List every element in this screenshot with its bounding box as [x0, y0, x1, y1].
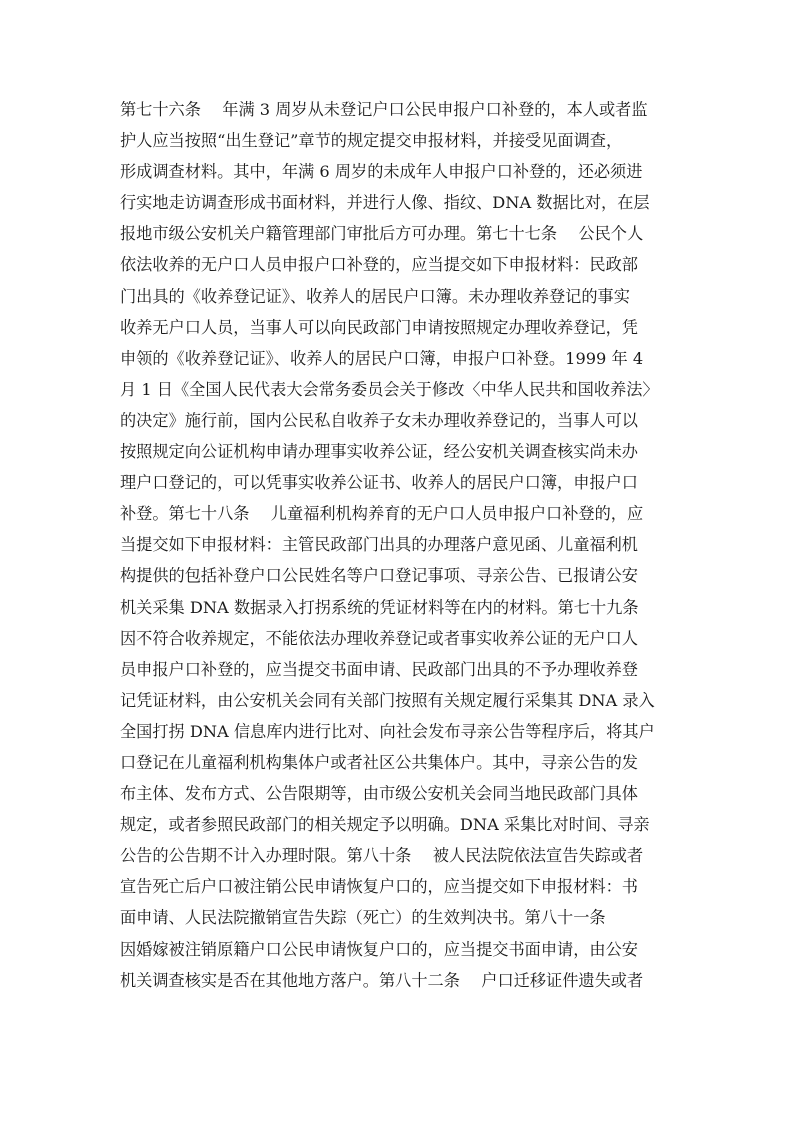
text-line: 护人应当按照“出生登记”章节的规定提交申报材料，并接受见面调查，	[120, 131, 623, 151]
text-line: 机关调查核实是否在其他地方落户。第八十二条 户口迁移证件遗失或者	[120, 970, 644, 990]
text-line: 依法收养的无户口人员申报户口补登的，应当提交如下申报材料：民政部	[120, 255, 638, 275]
text-line: 面申请、人民法院撤销宣告失踪（死亡）的生效判决书。第八十一条	[120, 908, 606, 928]
text-line: 记凭证材料，由公安机关会同有关部门按照有关规定履行采集其 DNA 录入	[120, 690, 655, 710]
text-line: 布主体、发布方式、公告限期等，由市级公安机关会同当地民政部门具体	[120, 784, 638, 804]
text-line: 因婚嫁被注销原籍户口公民申请恢复户口的，应当提交书面申请，由公安	[120, 939, 638, 959]
text-line: 宣告死亡后户口被注销公民申请恢复户口的，应当提交如下申报材料：书	[120, 877, 638, 897]
text-line: 全国打拐 DNA 信息库内进行比对、向社会发布寻亲公告等程序后，将其户	[120, 721, 655, 741]
text-line: 当提交如下申报材料：主管民政部门出具的办理落户意见函、儿童福利机	[120, 535, 638, 555]
text-line: 门出具的《收养登记证》、收养人的居民户口簿。未办理收养登记的事实	[120, 286, 630, 306]
text-line: 形成调查材料。其中，年满 6 周岁的未成年人申报户口补登的，还必须进	[120, 162, 643, 182]
text-line: 月 1 日《全国人民代表大会常务委员会关于修改〈中华人民共和国收养法〉	[120, 379, 659, 399]
text-line: 按照规定向公证机构申请办理事实收养公证，经公安机关调查核实尚未办	[120, 442, 638, 462]
text-line: 行实地走访调查形成书面材料，并进行人像、指纹、DNA 数据比对，在层	[120, 193, 650, 213]
text-line: 口登记在儿童福利机构集体户或者社区公共集体户。其中，寻亲公告的发	[120, 752, 638, 772]
text-line: 理户口登记的，可以凭事实收养公证书、收养人的居民户口簿，申报户口	[120, 473, 638, 493]
text-line: 因不符合收养规定，不能依法办理收养登记或者事实收养公证的无户口人	[120, 628, 638, 648]
text-line: 补登。第七十八条 儿童福利机构养育的无户口人员申报户口补登的，应	[120, 504, 644, 524]
text-line: 申领的《收养登记证》、收养人的居民户口簿，申报户口补登。1999 年 4	[120, 348, 644, 368]
text-line: 规定，或者参照民政部门的相关规定予以明确。DNA 采集比对时间、寻亲	[120, 815, 650, 835]
text-line: 第七十六条 年满 3 周岁从未登记户口公民申报户口补登的，本人或者监	[120, 100, 648, 119]
text-line: 员申报户口补登的，应当提交书面申请、民政部门出具的不予办理收养登	[120, 659, 638, 679]
text-line: 构提供的包括补登户口公民姓名等户口登记事项、寻亲公告、已报请公安	[120, 566, 638, 586]
text-line: 收养无户口人员，当事人可以向民政部门申请按照规定办理收养登记，凭	[120, 317, 638, 337]
text-line: 报地市级公安机关户籍管理部门审批后方可办理。第七十七条 公民个人	[120, 224, 644, 244]
text-line: 机关采集 DNA 数据录入打拐系统的凭证材料等在内的材料。第七十九条	[120, 597, 639, 617]
text-line: 的决定》施行前，国内公民私自收养子女未办理收养登记的，当事人可以	[120, 410, 638, 430]
text-line: 公告的公告期不计入办理时限。第八十条 被人民法院依法宣告失踪或者	[120, 846, 644, 866]
body-text	[120, 94, 680, 996]
